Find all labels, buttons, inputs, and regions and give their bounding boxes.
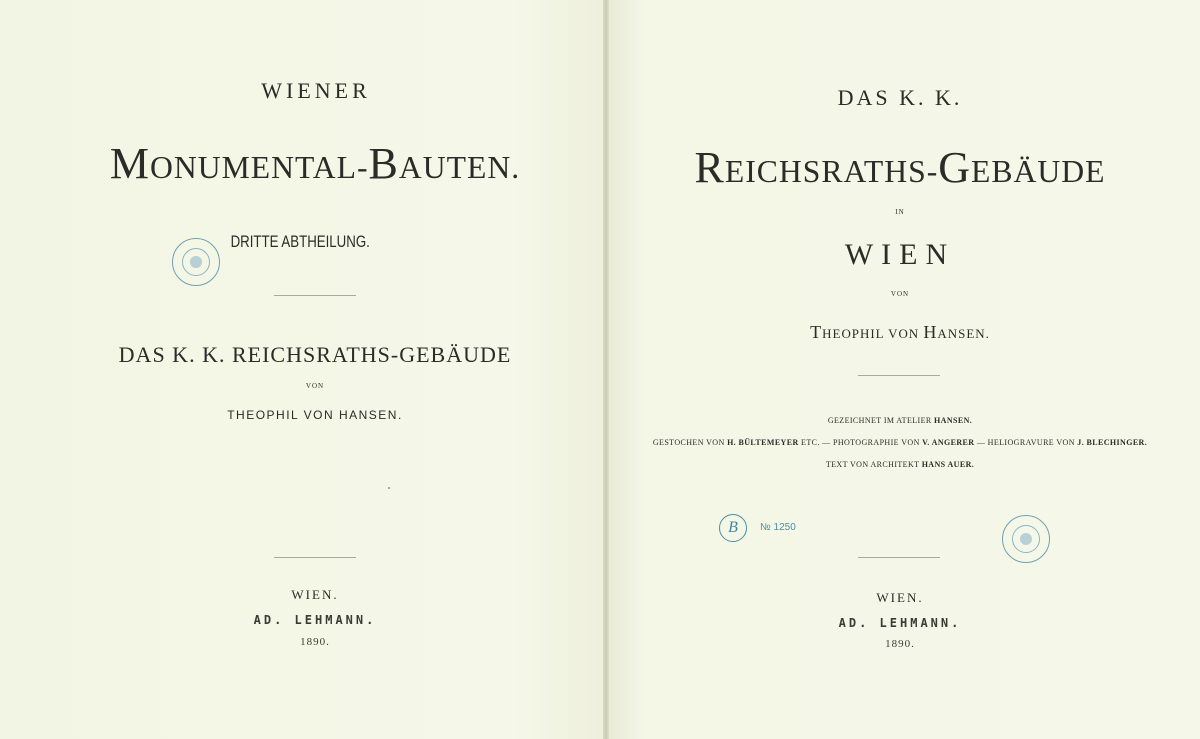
series-title-initial-2: B	[368, 139, 399, 188]
credit-engraver: H. BÜLTEMEYER	[727, 438, 799, 447]
credit-photographer: V. ANGERER	[922, 438, 975, 447]
imprint-place: WIEN.	[291, 587, 339, 602]
series-title-line2	[30, 138, 600, 189]
division-label: DRITTE ABTHEILUNG.	[230, 232, 370, 251]
city-name: WIEN	[844, 238, 956, 271]
title-line1: DAS K. K.	[837, 85, 963, 110]
imprint-publisher: AD. LEHMANN.	[838, 616, 962, 630]
credit-drawn-text: GEZEICHNET IM ATELIER	[827, 416, 935, 425]
title-initial-1: R	[694, 143, 725, 192]
inventory-number-stamp: № 1250	[760, 522, 796, 533]
seal-emblem	[190, 256, 202, 268]
title-initial-2: G	[938, 143, 972, 192]
series-title-line1: WIENER	[261, 78, 371, 103]
credit-engraving-text-1: GESTOCHEN VON	[652, 438, 728, 447]
author-initial-2: H	[923, 322, 938, 342]
divider-rule	[858, 375, 940, 376]
credit-drawn	[750, 416, 1050, 425]
credit-text-prefix: TEXT VON ARCHITEKT	[825, 460, 922, 469]
library-monogram-stamp: B	[719, 514, 747, 542]
credit-text	[750, 460, 1050, 469]
von-label: VON	[890, 290, 910, 298]
imprint-place: WIEN.	[876, 590, 924, 605]
series-title-initial-1: M	[109, 139, 150, 188]
credit-engraving-text-3: — HELIOGRAVURE VON	[974, 438, 1078, 447]
series-title-word-1: ONUMENTAL-	[149, 150, 369, 185]
imprint-year: 1890.	[885, 638, 915, 650]
credit-engraving-text-2: ETC. — PHOTOGRAPHIE VON	[798, 438, 923, 447]
credit-heliogravure: J. BLECHINGER.	[1077, 438, 1148, 447]
imprint-year: 1890.	[300, 636, 330, 648]
divider-rule	[858, 557, 940, 558]
author-name	[740, 322, 1060, 343]
author-initial-1: T	[810, 322, 823, 342]
library-seal-stamp-left	[172, 238, 220, 286]
author-part-2: ANSEN.	[937, 326, 990, 341]
title-line2	[640, 142, 1160, 193]
in-label: IN	[895, 208, 905, 216]
volume-title: DAS K. K. REICHSRATHS-GEBÄUDE	[118, 342, 512, 367]
series-title-word-2: AUTEN.	[398, 150, 521, 185]
author-name: THEOPHIL VON HANSEN.	[227, 408, 403, 422]
book-gutter	[603, 0, 609, 739]
title-word-2: EBÄUDE	[971, 154, 1106, 189]
credit-drawn-name: HANSEN.	[934, 416, 973, 425]
paper-speck	[388, 487, 390, 489]
credit-engraving	[640, 438, 1160, 447]
imprint-publisher: AD. LEHMANN.	[253, 613, 377, 627]
library-seal-stamp-right	[1002, 515, 1050, 563]
divider-rule	[274, 557, 356, 558]
title-word-1: EICHSRATHS-	[724, 154, 939, 189]
divider-rule	[274, 295, 356, 296]
author-part-1: HEOPHIL VON	[822, 326, 924, 341]
von-label: VON	[305, 382, 325, 390]
seal-emblem	[1020, 533, 1032, 545]
credit-text-author: HANS AUER.	[921, 460, 975, 469]
